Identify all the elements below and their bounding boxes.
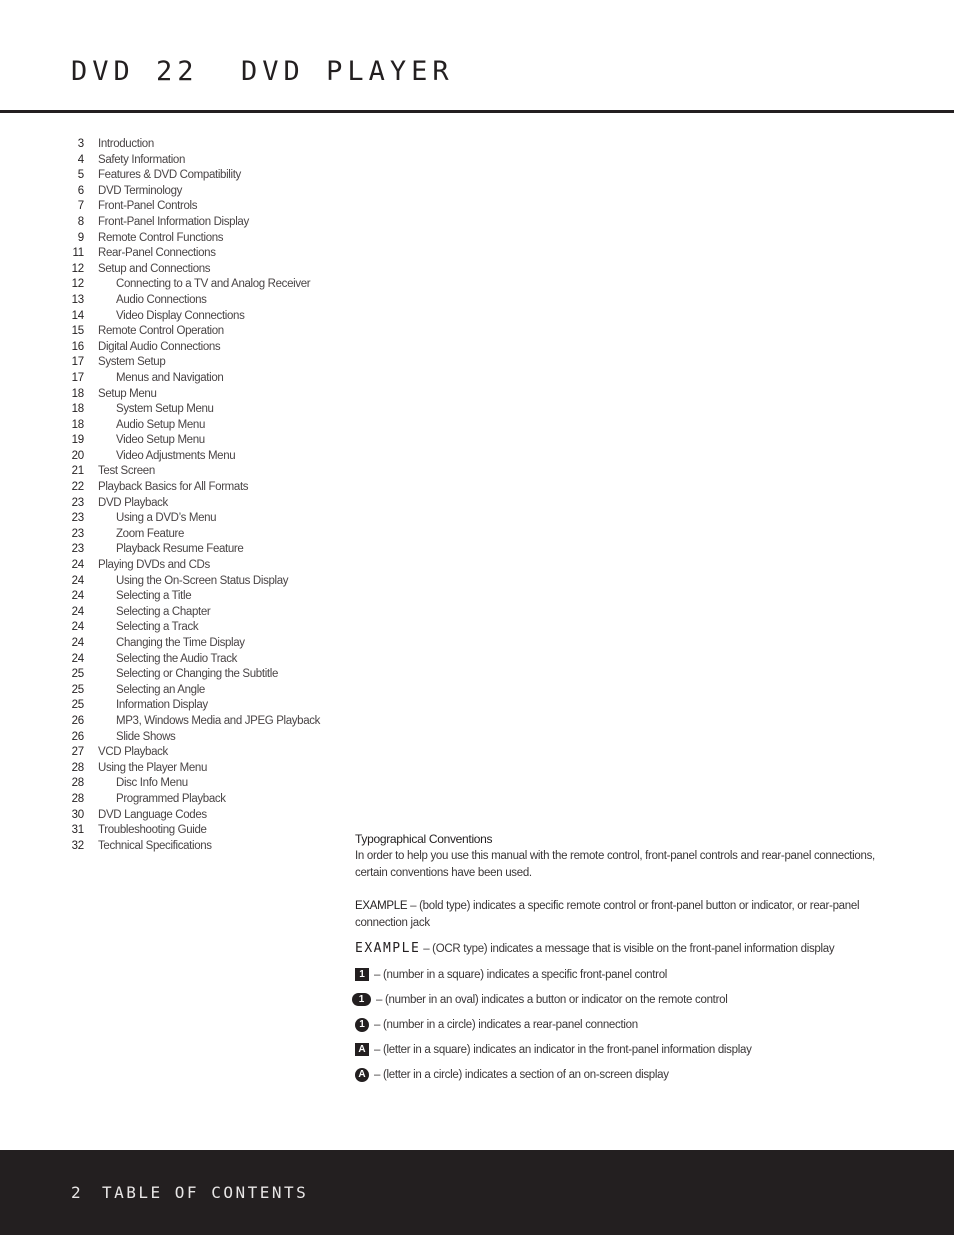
toc-entry-title: Information Display	[116, 699, 208, 712]
toc-entry	[60, 698, 350, 714]
toc-entry	[60, 714, 350, 730]
toc-page-number: 19	[71, 434, 84, 447]
toc-entry-title: Rear-Panel Connections	[98, 247, 216, 260]
toc-page-number: 17	[71, 356, 84, 369]
header-rule	[0, 110, 954, 113]
toc-page-number: 23	[71, 512, 84, 525]
toc-entry	[60, 355, 350, 371]
toc-entry-title: Selecting a Chapter	[116, 605, 211, 618]
ocr-example-label: EXAMPLE	[355, 941, 421, 956]
square-badge-icon: 1	[355, 968, 369, 981]
toc-entry	[60, 574, 350, 590]
toc-entry-title: DVD Language Codes	[98, 808, 207, 821]
toc-entry-title: Connecting to a TV and Analog Receiver	[116, 278, 311, 291]
toc-page-number: 18	[71, 403, 84, 416]
toc-entry-title: Front-Panel Information Display	[98, 215, 249, 228]
toc-page-number: 12	[71, 278, 84, 291]
typographical-conventions	[355, 831, 875, 1083]
symbol-legend-text: – (letter in a circle) indicates a section of an on-screen display	[374, 1068, 669, 1081]
toc-entry	[60, 808, 350, 824]
toc-entry	[60, 153, 350, 169]
toc-entry	[60, 527, 350, 543]
toc-entry-title: MP3, Windows Media and JPEG Playback	[116, 714, 321, 727]
footer-page-number: 2	[71, 1183, 83, 1202]
square-badge-icon: A	[355, 1043, 369, 1056]
footer-bar	[0, 1150, 954, 1235]
bold-example-text: – (bold type) indicates a specific remote control or front-panel button or indicator, or rear-panel connection jack	[355, 900, 860, 929]
toc-page-number: 23	[71, 496, 84, 509]
ocr-example-text: – (OCR type) indicates a message that is visible on the front-panel information display	[420, 943, 835, 955]
toc-page-number: 25	[71, 668, 84, 681]
toc-page-number: 24	[71, 590, 84, 603]
toc-entry-title: Video Display Connections	[116, 309, 245, 322]
toc-page-number: 28	[71, 792, 84, 805]
toc-page-number: 17	[71, 371, 84, 384]
toc-entry	[60, 418, 350, 434]
toc-page-number: 14	[71, 309, 84, 322]
page-title: DVD 22 DVD PLAYER	[71, 56, 454, 87]
toc-entry-title: Slide Shows	[116, 730, 176, 743]
toc-page-number: 28	[71, 761, 84, 774]
conventions-title: Typographical Conventions	[355, 832, 493, 846]
toc-page-number: 5	[77, 169, 84, 182]
toc-entry	[60, 745, 350, 761]
toc-entry-title: Video Setup Menu	[116, 434, 205, 447]
circle-badge-icon: A	[355, 1068, 369, 1082]
toc-entry	[60, 277, 350, 293]
toc-page-number: 7	[77, 200, 84, 213]
toc-page-number: 8	[77, 215, 84, 228]
toc-entry	[60, 433, 350, 449]
toc-page-number: 31	[71, 824, 84, 837]
toc-entry	[60, 449, 350, 465]
toc-page-number: 20	[71, 449, 84, 462]
footer-section-label: TABLE OF CONTENTS	[102, 1183, 309, 1202]
toc-page-number: 15	[71, 325, 84, 338]
toc-entry-title: Selecting or Changing the Subtitle	[116, 668, 278, 681]
bold-example	[355, 898, 875, 932]
conventions-intro: In order to help you use this manual with the remote control, front-panel controls and rear-panel connections, certain conventions have been used.	[355, 850, 875, 879]
toc-page-number: 21	[71, 465, 84, 478]
toc-page-number: 27	[71, 746, 84, 759]
toc-entry	[60, 761, 350, 777]
symbol-legend-row	[355, 991, 875, 1008]
toc-page-number: 26	[71, 714, 84, 727]
symbol-legend-text: – (letter in a square) indicates an indicator in the front-panel information display	[374, 1043, 752, 1056]
toc-entry	[60, 480, 350, 496]
toc-entry	[60, 215, 350, 231]
toc-entry	[60, 262, 350, 278]
toc-entry	[60, 839, 350, 855]
toc-entry	[60, 792, 350, 808]
toc-entry	[60, 496, 350, 512]
toc-entry	[60, 652, 350, 668]
toc-entry	[60, 371, 350, 387]
toc-entry	[60, 605, 350, 621]
toc-entry	[60, 246, 350, 262]
toc-entry-title: Front-Panel Controls	[98, 200, 198, 213]
toc-entry-title: Programmed Playback	[116, 792, 226, 805]
toc-entry-title: Using a DVD’s Menu	[116, 512, 217, 525]
toc-entry	[60, 231, 350, 247]
toc-page-number: 24	[71, 605, 84, 618]
toc-entry-title: Video Adjustments Menu	[116, 449, 236, 462]
toc-entry	[60, 184, 350, 200]
toc-entry-title: Selecting a Track	[116, 621, 199, 634]
toc-entry	[60, 168, 350, 184]
toc-entry-title: Remote Control Functions	[98, 231, 224, 244]
toc-page-number: 24	[71, 574, 84, 587]
toc-entry-title: Selecting the Audio Track	[116, 652, 238, 665]
toc-page-number: 3	[77, 138, 84, 150]
toc-entry-title: Disc Info Menu	[116, 777, 188, 790]
symbol-legend	[355, 966, 875, 1083]
toc-entry-title: DVD Playback	[98, 496, 168, 509]
toc-entry	[60, 542, 350, 558]
toc-entry	[60, 402, 350, 418]
toc-page-number: 24	[71, 621, 84, 634]
toc-entry-title: Playback Basics for All Formats	[98, 481, 249, 494]
toc-entry-title: Selecting a Title	[116, 590, 192, 603]
toc-entry	[60, 464, 350, 480]
symbol-legend-text: – (number in an oval) indicates a button or indicator on the remote control	[376, 993, 728, 1006]
toc-entry	[60, 137, 350, 153]
toc-entry-title: Safety Information	[98, 153, 186, 166]
toc-entry-title: Playing DVDs and CDs	[98, 559, 210, 572]
toc-page-number: 24	[71, 559, 84, 572]
symbol-legend-row	[355, 1016, 875, 1033]
toc-page-number: 11	[72, 247, 84, 260]
toc-page-number: 30	[71, 808, 84, 821]
symbol-legend-row	[355, 1041, 875, 1058]
toc-entry-title: Technical Specifications	[98, 839, 212, 852]
toc-entry	[60, 324, 350, 340]
toc-page-number: 26	[71, 730, 84, 743]
toc-entry-title: Using the Player Menu	[98, 761, 207, 774]
toc-entry-title: Features & DVD Compatibility	[98, 169, 241, 182]
toc-entry	[60, 620, 350, 636]
toc-entry-title: Audio Setup Menu	[116, 418, 206, 431]
toc-entry	[60, 589, 350, 605]
toc-entry	[60, 387, 350, 403]
toc-page-number: 4	[77, 153, 84, 166]
toc-entry-title: Digital Audio Connections	[98, 340, 221, 353]
toc-entry-title: Selecting an Angle	[116, 683, 205, 696]
toc-page-number: 23	[71, 543, 84, 556]
toc-page-number: 28	[71, 777, 84, 790]
oval-badge-icon: 1	[352, 993, 371, 1006]
toc-entry	[60, 558, 350, 574]
toc-entry	[60, 340, 350, 356]
toc-page-number: 6	[77, 184, 84, 197]
toc-entry-title: Menus and Navigation	[116, 371, 224, 384]
toc-entry	[60, 730, 350, 746]
circle-badge-icon: 1	[355, 1018, 369, 1032]
toc-entry	[60, 511, 350, 527]
toc-entry-title: DVD Terminology	[98, 184, 183, 197]
toc-page-number: 13	[71, 293, 84, 306]
toc-entry	[60, 293, 350, 309]
symbol-legend-text: – (number in a square) indicates a specific front-panel control	[374, 968, 668, 981]
table-of-contents	[60, 137, 350, 854]
toc-page-number: 16	[71, 340, 84, 353]
toc-entry-title: Audio Connections	[116, 293, 207, 306]
ocr-example	[355, 940, 875, 958]
toc-entry	[60, 199, 350, 215]
toc-entry-title: Setup and Connections	[98, 262, 211, 275]
toc-entry-title: System Setup	[98, 356, 166, 369]
toc-page-number: 22	[71, 481, 84, 494]
symbol-legend-text: – (number in a circle) indicates a rear-panel connection	[374, 1018, 638, 1031]
toc-page-number: 18	[71, 387, 84, 400]
toc-page-number: 32	[71, 839, 84, 852]
toc-entry-title: Introduction	[98, 138, 154, 150]
toc-entry-title: VCD Playback	[98, 746, 168, 759]
toc-entry-title: System Setup Menu	[116, 403, 214, 416]
toc-entry	[60, 776, 350, 792]
toc-entry	[60, 683, 350, 699]
toc-page-number: 25	[71, 683, 84, 696]
toc-entry-title: Setup Menu	[98, 387, 157, 400]
toc-page-number: 9	[77, 231, 84, 244]
toc-page-number: 24	[71, 652, 84, 665]
toc-entry	[60, 636, 350, 652]
toc-entry-title: Using the On-Screen Status Display	[116, 574, 289, 587]
toc-entry-title: Changing the Time Display	[116, 637, 245, 649]
symbol-legend-row	[355, 1066, 875, 1083]
toc-page-number: 23	[71, 527, 84, 540]
toc-entry-title: Troubleshooting Guide	[98, 824, 207, 837]
toc-page-number: 18	[71, 418, 84, 431]
toc-entry	[60, 667, 350, 683]
toc-page-number: 12	[71, 262, 84, 275]
toc-entry-title: Playback Resume Feature	[116, 543, 244, 556]
toc-entry-title: Test Screen	[98, 465, 155, 478]
toc-entry-title: Remote Control Operation	[98, 325, 224, 338]
bold-example-label: EXAMPLE	[355, 900, 408, 912]
toc-page-number: 24	[71, 637, 84, 649]
toc-page-number: 25	[71, 699, 84, 712]
toc-entry-title: Zoom Feature	[116, 527, 185, 540]
toc-entry	[60, 309, 350, 325]
symbol-legend-row	[355, 966, 875, 983]
toc-entry	[60, 823, 350, 839]
